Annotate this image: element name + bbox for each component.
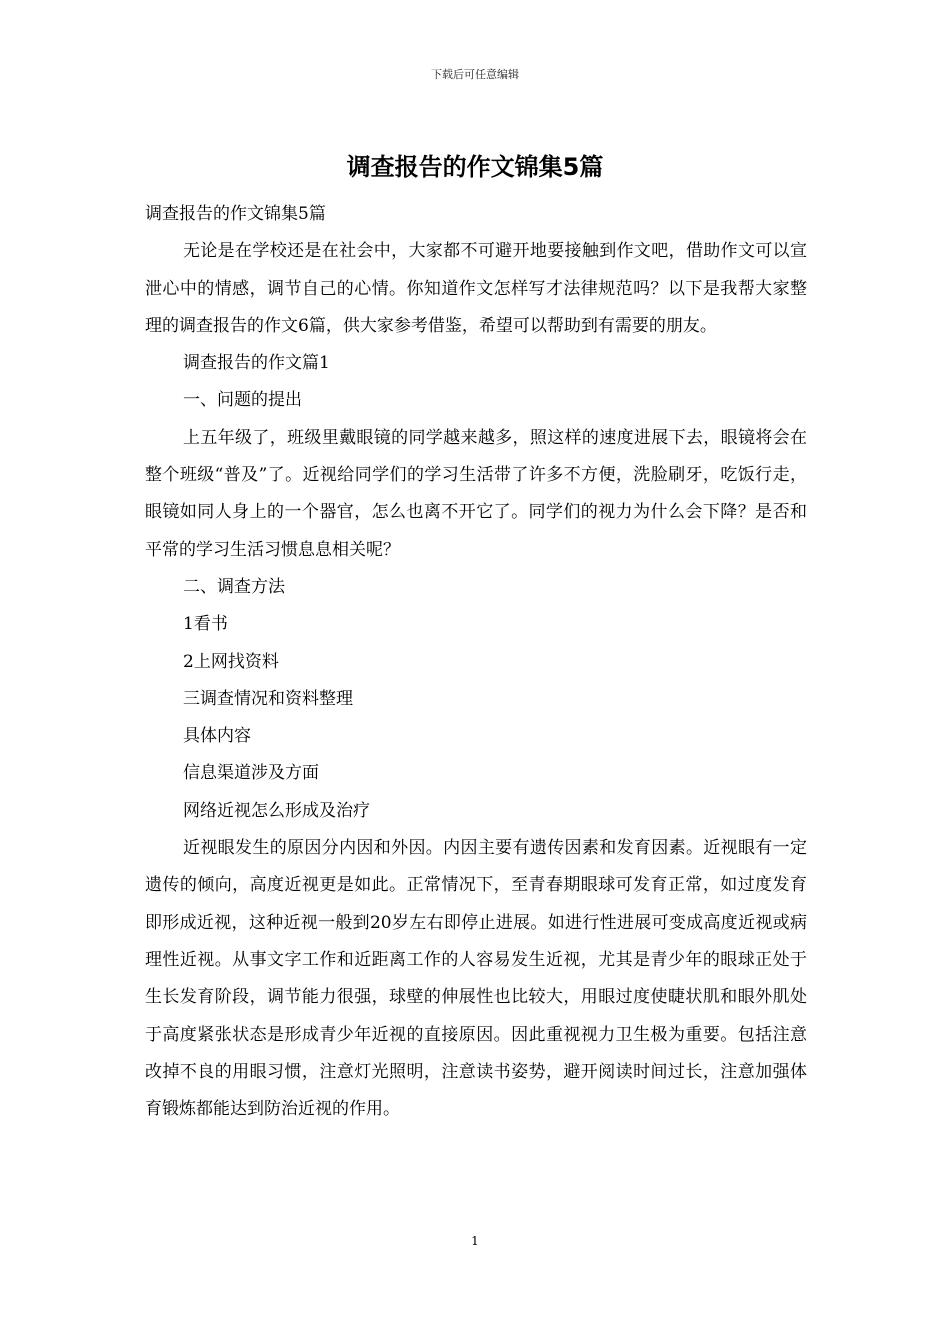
intro-paragraph: 无论是在学校还是在社会中，大家都不可避开地要接触到作文吧，借助作文可以宣泄心中的情感，调节自己的心情。你知道作文怎样写才法律规范吗？以下是我帮大家整理的调查报告的作文6篇，供大家参考借鉴，希望可以帮助到有需要的朋友。 [145,241,807,336]
document-body [145,196,807,1128]
page-header-note: 下载后可任意编辑 [431,68,519,81]
section-heading: 调查报告的作文篇1 [183,353,330,374]
document-subtitle: 调查报告的作文锦集5篇 [145,204,326,224]
cause-paragraph: 近视眼发生的原因分内因和外因。内因主要有遗传因素和发育因素。近视眼有一定遗传的倾向，高度近视更是如此。正常情况下，至青春期眼球可发育正常，如过度发育即形成近视，这种近视一般到20岁左右即停止进展。如进行性进展可变成高度近视或病理性近视。从事文字工作和近距离工作的人容易发生近视，尤其是青少年的眼球正处于生长发育阶段，调节能力很强，球壁的伸展性也比较大，用眼过度使睫状肌和眼外肌处于高度紧张状态是形成青少年近视的直接原因。因此重视视力卫生极为重要。包括注意改掉不良的用眼习惯，注意灯光照明，注意读书姿势，避开阅读时间过长，注意加强体育锻炼都能达到防治近视的作用。 [145,838,807,1120]
survey-heading: 三调查情况和资料整理 [183,688,353,709]
content-label: 具体内容 [183,726,251,747]
problem-heading: 一、问题的提出 [183,390,302,411]
method-item-2: 2上网找资料 [183,651,279,672]
page-number: 1 [471,1234,479,1248]
document-title: 调查报告的作文锦集5篇 [346,153,604,181]
network-label: 网络近视怎么形成及治疗 [183,800,370,821]
problem-paragraph: 上五年级了，班级里戴眼镜的同学越来越多，照这样的速度进展下去，眼镜将会在整个班级“普及”了。近视给同学们的学习生活带了许多不方便，洗脸刷牙，吃饭行走，眼镜如同人身上的一个器官，怎么也离不开它了。同学们的视力为什么会下降？是否和平常的学习生活习惯息息相关呢？ [145,427,807,560]
channel-label: 信息渠道涉及方面 [183,763,319,784]
method-item-1: 1看书 [183,614,228,635]
method-heading: 二、调查方法 [183,576,285,597]
